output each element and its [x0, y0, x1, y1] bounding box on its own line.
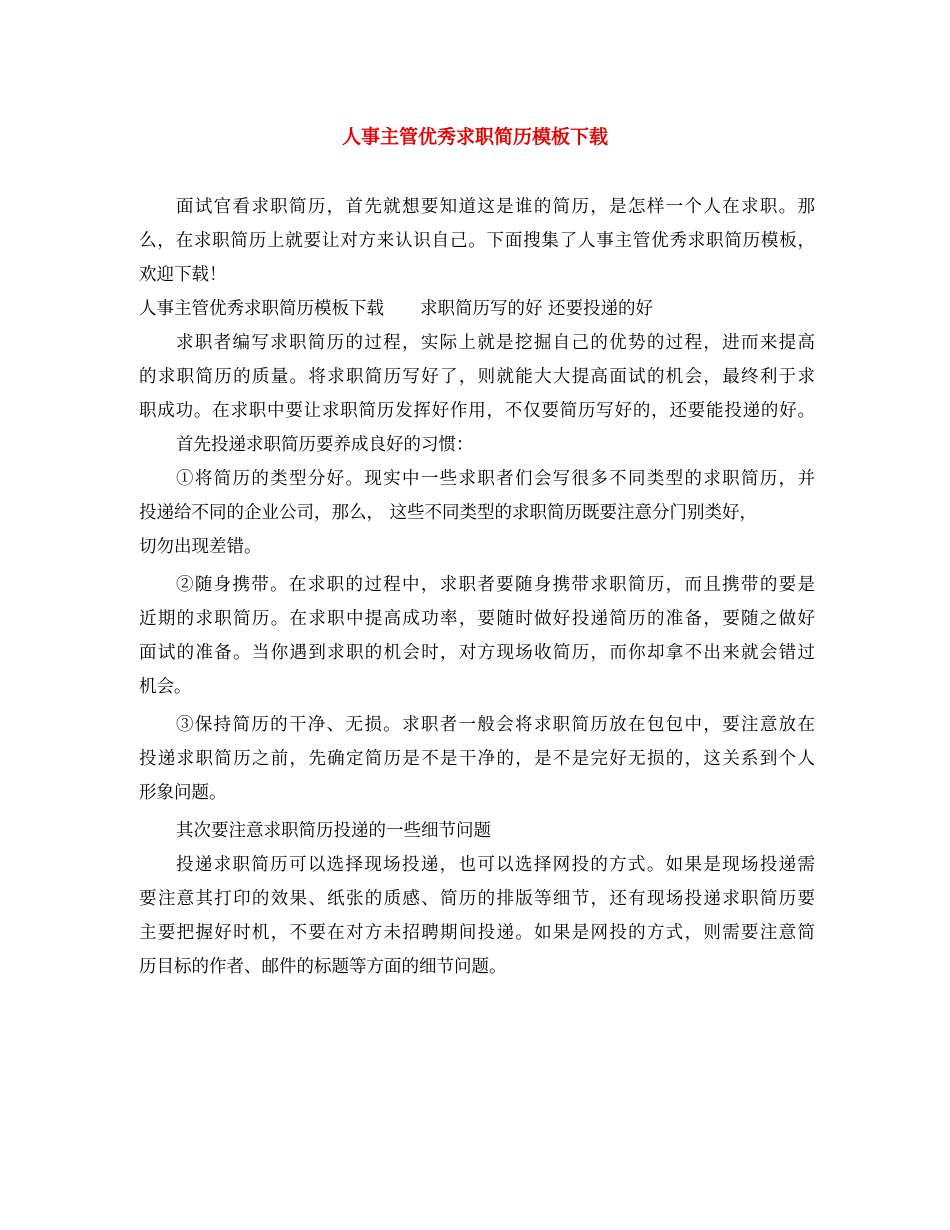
paragraph-line: 投递求职简历之前，先确定简历是不是干净的，是不是完好无损的，这关系到个人	[139, 749, 815, 769]
paragraph-line: ②随身携带。在求职的过程中，求职者要随身携带求职简历，而且携带的要是	[176, 575, 815, 595]
paragraph-line: 机会。	[139, 677, 192, 697]
paragraph-line: 投递求职简历可以选择现场投递，也可以选择网投的方式。如果是现场投递需	[176, 855, 815, 875]
paragraph-line: ①将简历的类型分好。现实中一些求职者们会写很多不同类型的求职简历，并	[176, 469, 815, 489]
paragraph-line: 其次要注意求职简历投递的一些细节问题	[176, 821, 491, 841]
paragraph-line: 切勿出现差错。	[139, 537, 262, 557]
paragraph-line: 历目标的作者、邮件的标题等方面的细节问题。	[139, 957, 507, 977]
paragraph-line: 面试官看求职简历，首先就想要知道这是谁的简历，是怎样一个人在求职。那	[176, 197, 815, 217]
paragraph-line: 的求职简历的质量。将求职简历写好了，则就能大大提高面试的机会，最终利于求	[139, 367, 815, 387]
subheading-right: 求职简历写的好 还要投递的好	[420, 299, 654, 319]
paragraph-line: 欢迎下载！	[139, 265, 227, 285]
subheading-left: 人事主管优秀求职简历模板下载	[139, 299, 384, 319]
paragraph-line: 求职者编写求职简历的过程，实际上就是挖掘自己的优势的过程，进而来提高	[176, 333, 815, 353]
document-title: 人事主管优秀求职简历模板下载	[341, 126, 608, 148]
paragraph-line: 要注意其打印的效果、纸张的质感、简历的排版等细节，还有现场投递求职简历要	[139, 889, 815, 909]
paragraph-line: 么，在求职简历上就要让对方来认识自己。下面搜集了人事主管优秀求职简历模板，	[139, 231, 815, 251]
paragraph-line: ③保持简历的干净、无损。求职者一般会将求职简历放在包包中，要注意放在	[176, 715, 815, 735]
paragraph-line: 形象问题。	[139, 783, 227, 803]
paragraph-line: 首先投递求职简历要养成良好的习惯：	[176, 435, 474, 455]
paragraph-line: 主要把握好时机，不要在对方未招聘期间投递。如果是网投的方式，则需要注意简	[139, 923, 815, 943]
paragraph-line: 面试的准备。当你遇到求职的机会时，对方现场收简历，而你却拿不出来就会错过	[139, 643, 815, 663]
subheading-line	[139, 296, 815, 323]
paragraph-line: 职成功。在求职中要让求职简历发挥好作用，不仅要简历写好的，还要能投递的好。	[139, 401, 815, 421]
paragraph-line: 近期的求职简历。在求职中提高成功率，要随时做好投递简历的准备，要随之做好	[139, 609, 815, 629]
paragraph-line: 投递给不同的企业公司，那么， 这些不同类型的求职简历既要注意分门别类好，	[139, 503, 758, 523]
